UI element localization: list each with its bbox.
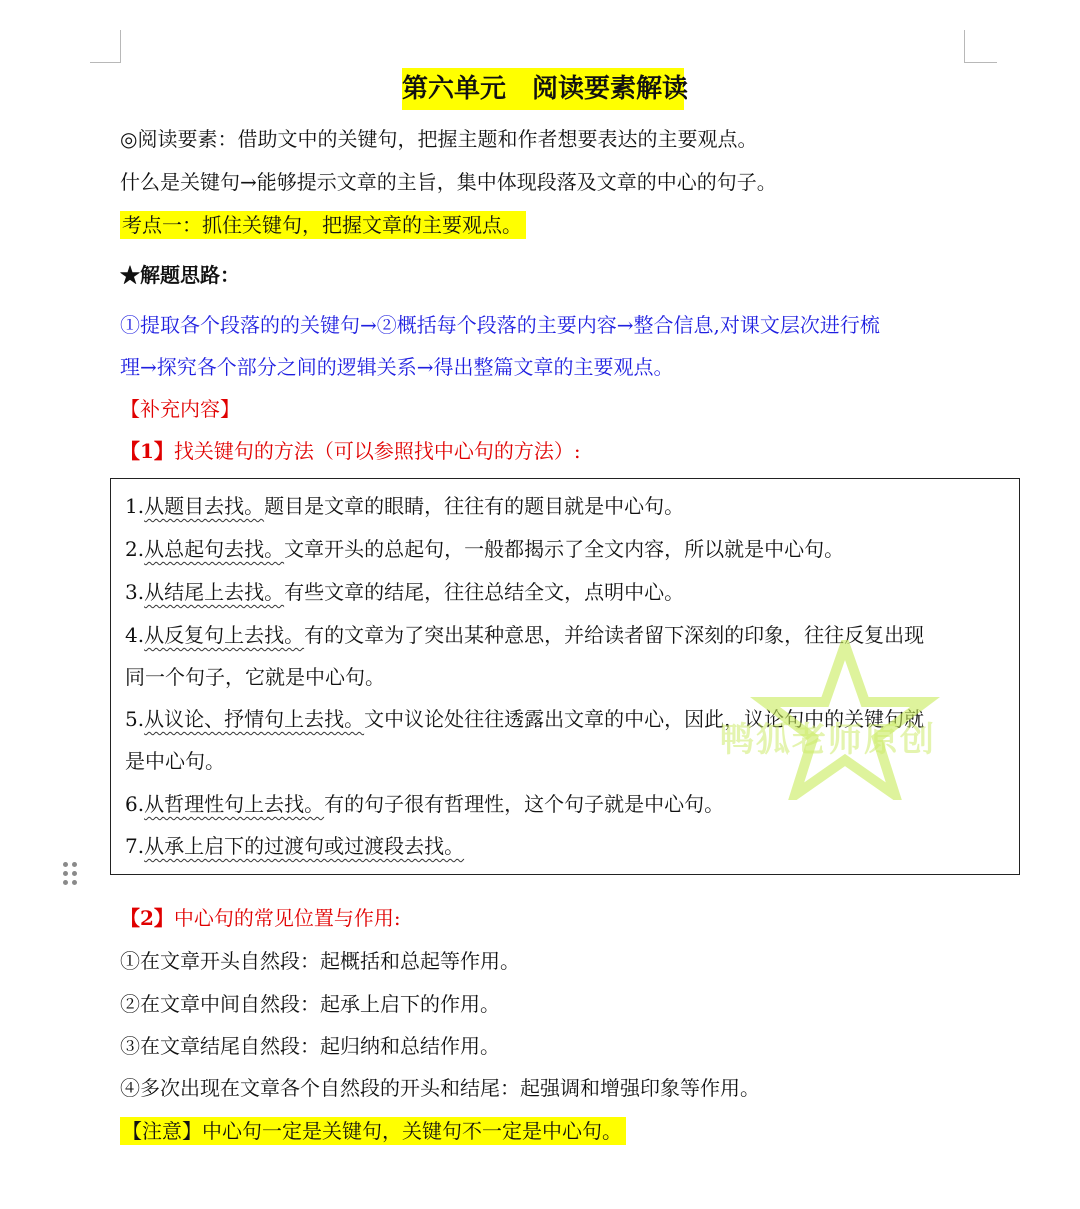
- method-name: 从议论、抒情句上去找。: [144, 707, 365, 731]
- position-item: ①在文章开头自然段：起概括和总起等作用。: [120, 949, 520, 973]
- position-item: ④多次出现在文章各个自然段的开头和结尾：起强调和增强印象等作用。: [120, 1076, 760, 1100]
- method-item: [125, 577, 684, 607]
- reading-element-line: ◎阅读要素：借助文中的关键句，把握主题和作者想要表达的主要观点。: [120, 127, 758, 151]
- position-item: ③在文章结尾自然段：起归纳和总结作用。: [120, 1034, 500, 1058]
- definition-line: 什么是关键句→能够提示文章的主旨，集中体现段落及文章的中心的句子。: [120, 170, 777, 194]
- section1-heading-text: 找关键句的方法（可以参照找中心句的方法）:: [173, 439, 581, 463]
- drag-handle-icon[interactable]: [60, 862, 80, 890]
- approach-line-2: 理→探究各个部分之间的逻辑关系→得出整篇文章的主要观点。: [120, 355, 674, 379]
- method-description: 有的句子很有哲理性，这个句子就是中心句。: [324, 792, 725, 816]
- methods-box: [110, 478, 1020, 875]
- section1-heading: [120, 436, 581, 466]
- method-number: 5.: [125, 707, 145, 731]
- note-highlight: 【注意】中心句一定是关键句，关键句不一定是中心句。: [120, 1117, 626, 1145]
- section2-bracket: 【2】: [120, 906, 174, 930]
- page-title: 第六单元 阅读要素解读: [402, 68, 684, 110]
- method-item: [125, 789, 724, 819]
- section2-heading-text: 中心句的常见位置与作用:: [173, 906, 401, 930]
- method-name: 从总起句去找。: [144, 537, 285, 561]
- method-number: 2.: [125, 537, 145, 561]
- method-description: 文章开头的总起句，一般都揭示了全文内容，所以就是中心句。: [284, 537, 845, 561]
- watermark-text: 鸭狐老师原创: [720, 720, 936, 760]
- method-item: [125, 620, 924, 650]
- method-number: 1.: [125, 494, 145, 518]
- method-item-continuation: 同一个句子，它就是中心句。: [125, 665, 385, 689]
- approach-line-1: ①提取各个段落的的关键句→②概括每个段落的主要内容→整合信息,对课文层次进行梳: [120, 313, 880, 337]
- section1-bracket: 【1】: [120, 439, 174, 463]
- note-line: [120, 1116, 626, 1146]
- exam-point-one: [120, 210, 526, 240]
- exam-point-highlight: 考点一：抓住关键句，把握文章的主要观点。: [120, 211, 526, 239]
- method-item: [125, 534, 844, 564]
- position-item: ②在文章中间自然段：起承上启下的作用。: [120, 992, 500, 1016]
- method-description: 有的文章为了突出某种意思，并给读者留下深刻的印象，往往反复出现: [304, 623, 925, 647]
- method-name: 从题目去找。: [144, 494, 265, 518]
- method-name: 从承上启下的过渡句或过渡段去找。: [144, 834, 465, 858]
- method-item-continuation: 是中心句。: [125, 749, 225, 773]
- method-item: [125, 831, 464, 861]
- method-name: 从结尾上去找。: [144, 580, 285, 604]
- method-number: 7.: [125, 834, 145, 858]
- method-number: 3.: [125, 580, 145, 604]
- method-description: 有些文章的结尾，往往总结全文，点明中心。: [284, 580, 685, 604]
- method-number: 6.: [125, 792, 145, 816]
- method-name: 从反复句上去找。: [144, 623, 305, 647]
- section2-heading: [120, 903, 401, 933]
- approach-heading: ★解题思路：: [120, 263, 240, 287]
- method-description: 文中议论处往往透露出文章的中心，因此，议论句中的关键句就: [364, 707, 925, 731]
- crop-mark-top-left: [90, 30, 121, 63]
- method-number: 4.: [125, 623, 145, 647]
- crop-mark-top-right: [964, 30, 997, 63]
- method-item: [125, 491, 684, 521]
- method-description: 题目是文章的眼睛，往往有的题目就是中心句。: [264, 494, 685, 518]
- supplement-heading: 【补充内容】: [120, 397, 240, 421]
- method-name: 从哲理性句上去找。: [144, 792, 325, 816]
